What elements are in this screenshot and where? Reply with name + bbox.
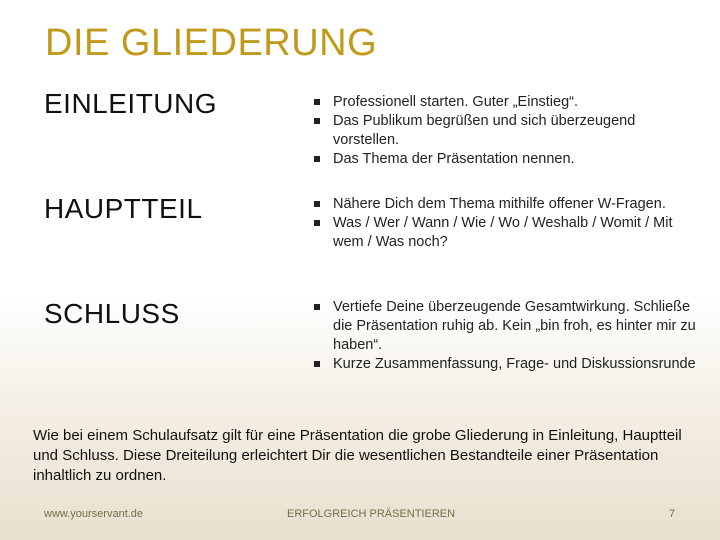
bullet-square-icon <box>314 156 320 162</box>
bullet-item: Vertiefe Deine überzeugende Gesamtwirkung. Schließe die Präsentation ruhig ab. Kein „bin froh, es hinter mir zu haben“. <box>312 298 697 355</box>
bullet-item: Das Publikum begrüßen und sich überzeugend vorstellen. <box>312 112 697 150</box>
slide-title: DIE GLIEDERUNG <box>45 22 378 64</box>
footer-website: www.yourservant.de <box>44 508 144 520</box>
bullet-square-icon <box>314 118 320 124</box>
bullet-square-icon <box>314 201 320 207</box>
bullet-item: Das Thema der Präsentation nennen. <box>312 150 697 169</box>
bullet-item: Nähere Dich dem Thema mithilfe offener W-Fragen. <box>312 195 697 214</box>
bullet-square-icon <box>314 220 320 226</box>
bullet-item: Was / Wer / Wann / Wie / Wo / Weshalb / Womit / Mit wem / Was noch? <box>312 214 697 252</box>
bullet-list-einleitung <box>312 93 697 169</box>
section-heading-hauptteil: HAUPTTEIL <box>44 193 203 224</box>
bullet-list-hauptteil <box>312 195 697 252</box>
bullet-square-icon <box>314 361 320 367</box>
bullet-item: Professionell starten. Guter „Einstieg“. <box>312 93 697 112</box>
page-number: 7 <box>669 508 676 520</box>
bullet-list-schluss <box>312 298 697 374</box>
bullet-square-icon <box>314 304 320 310</box>
bullet-item: Kurze Zusammenfassung, Frage- und Diskussionsrunde <box>312 355 697 374</box>
summary-paragraph: Wie bei einem Schulaufsatz gilt für eine Präsentation die grobe Gliederung in Einleitung, Hauptteil und Schluss. Diese Dreiteilung erleichtert Dir die wesentlichen Bestandteile einer Präsentation inhaltlich zu ordnen. <box>33 427 682 484</box>
footer-label: ERFOLGREICH PRÄSENTIEREN <box>287 508 456 520</box>
section-heading-schluss: SCHLUSS <box>44 298 180 329</box>
section-heading-einleitung: EINLEITUNG <box>44 88 218 119</box>
bullet-square-icon <box>314 99 320 105</box>
